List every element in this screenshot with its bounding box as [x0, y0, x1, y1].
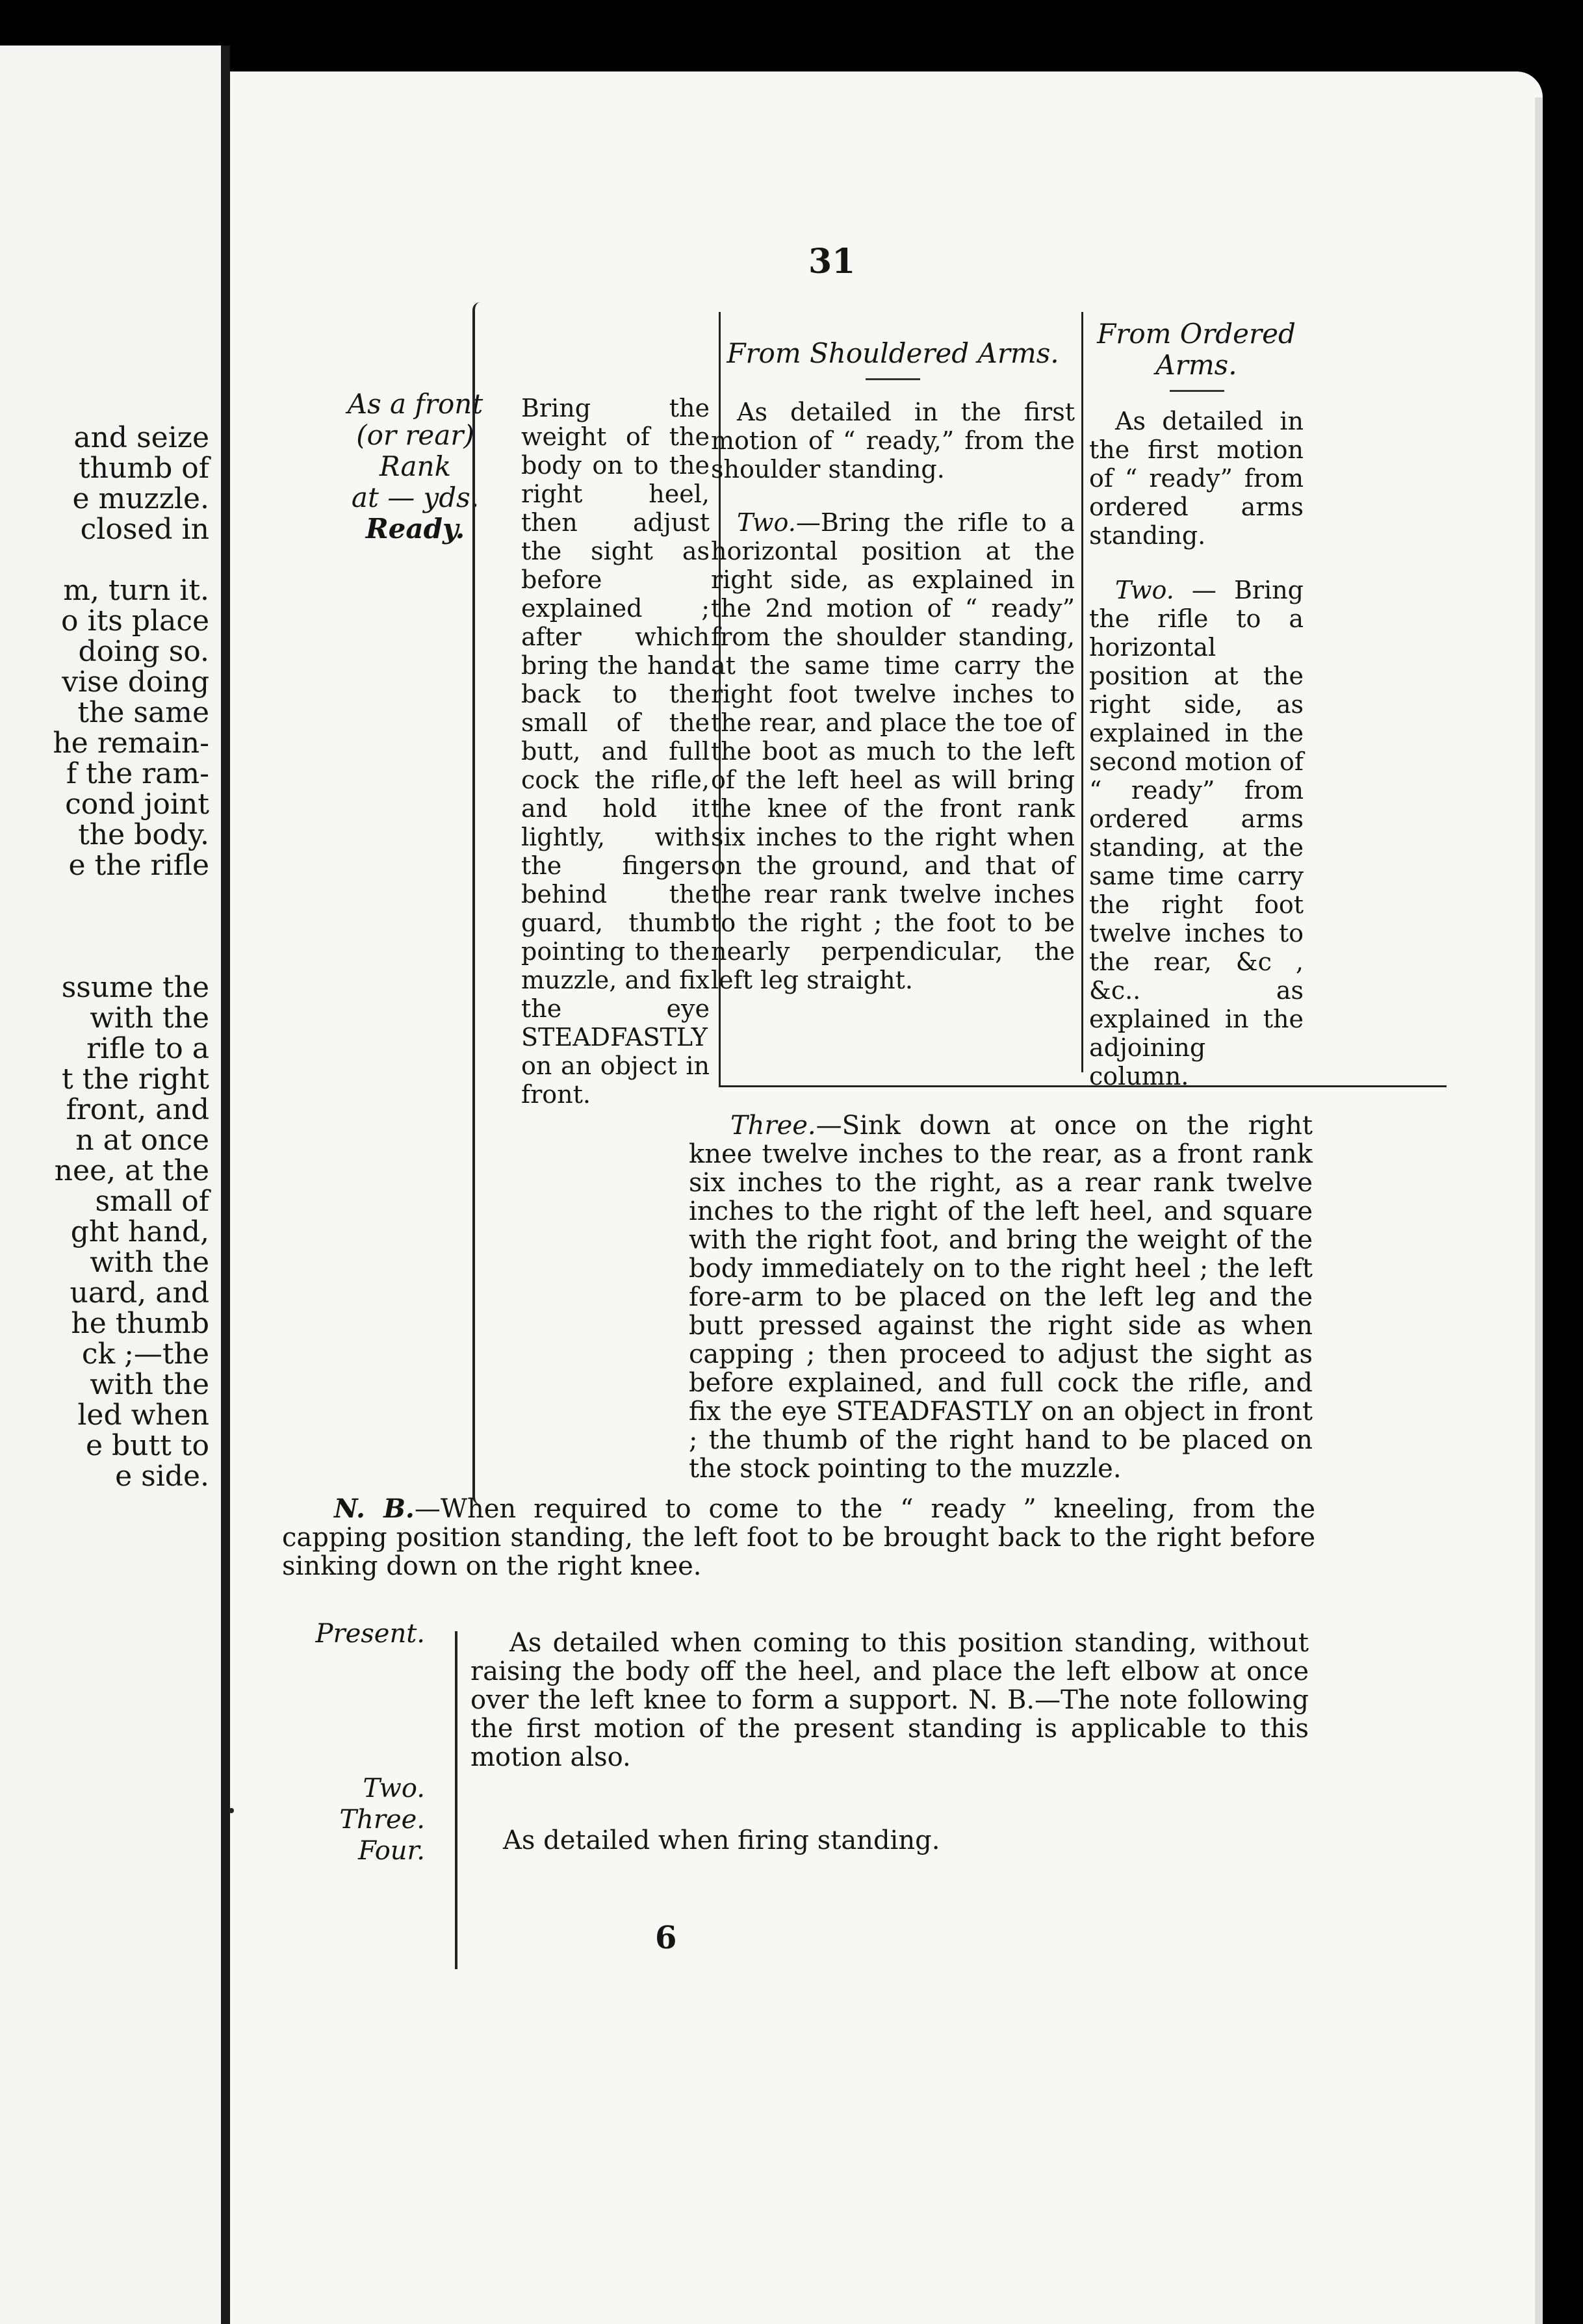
- left-page-line: ck ;—the: [81, 1337, 209, 1371]
- left-page-line: doing so.: [78, 635, 209, 668]
- left-page-line: o its place: [61, 604, 209, 638]
- heading-rule: [866, 378, 920, 380]
- present-paragraph: [470, 1629, 1309, 1772]
- column-3-para-1: [1089, 407, 1304, 550]
- nb-paragraph: [282, 1495, 1315, 1581]
- present-paragraph-2: [503, 1826, 1283, 1855]
- column-2-para-2-text: —Bring the rifle to a horizontal position at the right side, as explained in the 2nd motion of “ ready” from the shoulder standing, at the same time carry the right foot twelve inches to the rear, and place the toe of the boot as much to the left of the left heel as will bring the knee of the front rank six inches to the right when on the ground, and that of the rear rank twelve inches to the right ; the foot to be nearly perpendicular, the left leg straight.: [711, 508, 1075, 994]
- left-page-line: front, and: [66, 1093, 209, 1126]
- ink-dot: [229, 1808, 234, 1813]
- three-text: —Sink down at once on the right knee twelve inches to the rear, as a front rank six inches to the right, as a rear rank twelve inches to the right of the left heel, and square with the right foot, and bring the weight of the body immediately on to the right heel ; the left fore-arm to be placed on the left leg and the butt pressed against the right side as when capping ; then proceed to adjust the sight as before explained, and full cock the rifle, and fix the eye STEADFASTLY on an object in front ; the thumb of the right hand to be placed on the stock pointing to the muzzle.: [689, 1111, 1313, 1484]
- motion-label: Four.: [358, 1836, 425, 1866]
- column-2-para-1: [711, 398, 1075, 484]
- nb-lead: N. B.: [334, 1493, 415, 1524]
- column-2-heading: From Shouldered Arms.: [727, 337, 1059, 369]
- column-1-body: Bring the weight of the body on to the right heel, then adjust the sight as before explained ; after which bring the hand back to the small of the butt, and full cock the rifle, and hold it lightly, with the fingers behind the guard, thumb pointing to the muzzle, and fix the eye STEADFASTLY on an object in front.: [521, 394, 710, 1109]
- column-3-heading: [1089, 318, 1304, 381]
- left-page-line: he thumb: [71, 1307, 209, 1340]
- left-page-line: the same: [77, 696, 209, 729]
- left-page-line: with the: [90, 1001, 209, 1035]
- left-page-line: with the: [90, 1246, 209, 1279]
- main-page: [230, 71, 1543, 2324]
- column-3-para-2: [1089, 576, 1304, 1091]
- left-page-line: m, turn it.: [63, 574, 209, 607]
- column-3-heading-line: Arms.: [1155, 349, 1237, 381]
- left-page-line: nee, at the: [54, 1154, 209, 1187]
- present-text: As detailed when coming to this position standing, without raising the body off the heel, and place the left elbow at once over the left knee to form a support. N. B.—The note following the first motion of the present standing is applicable to this motion also.: [470, 1628, 1309, 1772]
- column-2-para-1-text: As detailed in the first motion of “ ready,” from the shoulder standing.: [711, 398, 1075, 484]
- side-label-line: As a front: [347, 388, 483, 420]
- signature-number: 6: [655, 1920, 677, 1956]
- left-page-line: the body.: [78, 818, 209, 851]
- side-label-line: at — yds.: [351, 482, 480, 513]
- left-page-line: and seize: [73, 421, 209, 454]
- left-page-line: t the right: [61, 1063, 209, 1096]
- column-3-para-2-lead: Two.: [1115, 576, 1174, 604]
- three-paragraph: [689, 1111, 1313, 1483]
- column-2-para-2: [711, 508, 1075, 994]
- heading-rule: [1170, 390, 1224, 392]
- left-page-line: he remain-: [53, 727, 209, 760]
- column-1-text: [521, 394, 710, 1109]
- motion-label: Two.: [363, 1774, 425, 1803]
- book-gutter: [221, 45, 230, 2324]
- left-page-line: vise doing: [62, 665, 209, 699]
- brace: [472, 302, 480, 1504]
- nb-text: —When required to come to the “ ready ” kneeling, from the capping position standing, the left foot to be brought back to the right before sinking down on the right knee.: [282, 1494, 1315, 1581]
- column-3-heading-line: From Ordered: [1097, 318, 1296, 350]
- column-3-para-2-text: — Bring the rifle to a horizontal position at the right side, as explained in the second motion of “ ready” from ordered arms standing, at the same time carry the right foot twelve inches to the rear, &c , &c.. as explained in the adjoining column.: [1089, 576, 1304, 1091]
- left-page-line: e muzzle.: [72, 482, 209, 515]
- left-page-line: f the ram-: [66, 757, 209, 790]
- left-page-line: e side.: [115, 1460, 209, 1493]
- present-text-2: As detailed when firing standing.: [503, 1826, 940, 1855]
- side-label-line: Ready.: [365, 513, 465, 545]
- present-label: Present.: [315, 1619, 425, 1649]
- left-page-line: e butt to: [85, 1429, 209, 1462]
- present-labels-2: [269, 1773, 425, 1866]
- left-page-line: led when: [77, 1399, 209, 1432]
- left-page-line: with the: [90, 1368, 209, 1401]
- present-bracket: [455, 1631, 461, 1969]
- left-page-line: e the rifle: [68, 849, 209, 882]
- left-page-line: cond joint: [65, 788, 209, 821]
- column-3: [1089, 318, 1304, 1091]
- side-label-line: (or rear): [356, 419, 474, 451]
- three-lead: Three.: [730, 1111, 816, 1141]
- left-page-line: n at once: [75, 1124, 209, 1157]
- column-rule: [1081, 312, 1083, 1072]
- left-page-line: small of: [95, 1185, 209, 1218]
- left-page-line: rifle to a: [86, 1032, 209, 1065]
- page-number: 31: [808, 242, 856, 281]
- left-page-line: thumb of: [78, 452, 209, 485]
- left-page-line: uard, and: [70, 1276, 209, 1310]
- side-label-line: Rank: [379, 450, 452, 482]
- left-page-line: ght hand,: [70, 1215, 209, 1248]
- motion-label: Three.: [339, 1805, 425, 1835]
- left-facing-page: [0, 45, 221, 2324]
- column-2: [711, 338, 1075, 994]
- column-3-para-1-text: As detailed in the first motion of “ ready” from ordered arms standing.: [1089, 407, 1304, 550]
- left-page-line: ssume the: [61, 971, 209, 1004]
- column-2-para-2-lead: Two.: [737, 508, 796, 537]
- table-bottom-rule: [719, 1085, 1447, 1087]
- left-page-line: closed in: [80, 513, 209, 546]
